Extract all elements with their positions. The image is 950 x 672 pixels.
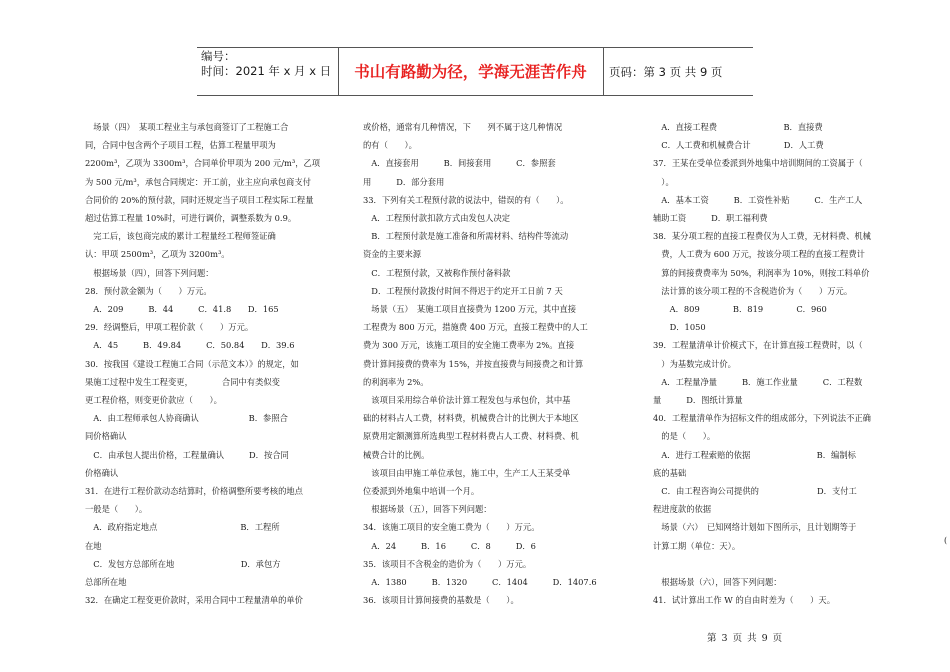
text-line: 超过估算工程量 10%时，可进行调价，调整系数为 0.9。 [85, 213, 297, 224]
text-line: C．由工程咨询公司提供的 D．支付工 [653, 486, 857, 497]
text-line: 底的基础 [653, 467, 687, 478]
header-page-label: 页码：第 3 页 共 9 页 [609, 65, 723, 79]
text-line: 完工后，该包商完成的累计工程量经工程师签证确 [85, 231, 276, 242]
text-line: 础的材料占人工费，材料费，机械费合计的比例大于本地区 [363, 413, 579, 424]
text-line: 2200m³，乙项为 3300m³，合同单价甲项为 200 元/m³，乙项 [85, 158, 321, 169]
text-line: 的是（ ）。 [653, 431, 716, 442]
header-rule-bottom [197, 95, 753, 96]
text-line: A．基本工资 B．工资性补贴 C．生产工人 [653, 194, 863, 205]
text-line: A．直接套用 B．间接套用 C．参照套 [363, 158, 556, 169]
text-line: C．由承包人提出价格，工程量确认 D．按合同 [85, 449, 289, 460]
text-line: 在地 [85, 540, 102, 551]
text-column-right [653, 118, 881, 609]
text-line: 为 500 元/m³，承包合同规定：开工前，业主应向承包商支付 [85, 176, 311, 187]
text-line: C．工程预付款，又被称作预付备料款 [363, 267, 511, 278]
header-motto: 书山有路勤为径，学海无涯苦作舟 [354, 63, 587, 81]
text-line: 的利润率为 2%。 [363, 376, 429, 387]
text-line: A．政府指定地点 B．工程所 [85, 522, 280, 533]
text-line: 费，人工费为 600 万元，按该分项工程的直接工程费计 [653, 249, 865, 260]
text-line: 场景（四） 某项工程业主与承包商签订了工程施工合 [85, 122, 289, 132]
text-line: 工程费为 800 万元，措施费 400 万元，直接工程费中的人工 [363, 322, 588, 333]
text-line: 资金的主要来源 [363, 249, 422, 260]
text-line: 量 D．图纸计算量 [653, 395, 743, 406]
text-line: C．人工费和机械费合计 D．人工费 [653, 140, 824, 151]
text-line: 费为 300 万元，该施工项目的安全施工费率为 2%。直接 [363, 340, 575, 351]
text-line: D．1050 [653, 322, 706, 333]
text-line: 位委派到外地集中培训一个月。 [363, 486, 480, 497]
text-line: 认：甲项 2500m³，乙项为 3200m³。 [85, 249, 230, 260]
text-line: 33．下列有关工程预付款的说法中，错误的有（ ）。 [363, 194, 569, 205]
text-line: 41．试计算出工作 W 的自由时差为（ ）天。 [653, 595, 836, 606]
text-line: 总部所在地 [85, 577, 127, 588]
text-column-left [85, 118, 321, 609]
text-line: A．工程预付款扣款方式由发包人决定 [363, 213, 511, 224]
text-line: 40．工程量清单作为招标文件的组成部分，下列说法不正确 [653, 413, 871, 424]
text-line [653, 555, 881, 573]
text-line: 36．该项目计算间接费的基数是（ ）。 [363, 595, 519, 606]
text-line: A．由工程师承包人协商确认 B．参照合 [85, 413, 288, 424]
header-divider-right [603, 47, 604, 95]
text-line: A．45 B．49.84 C．50.84 D．39.6 [85, 340, 295, 351]
text-line: 根据场景（六），回答下列问题： [653, 577, 782, 588]
text-line: 30．按我国《建设工程施工合同（示范文本）》的规定，如 [85, 358, 299, 369]
text-line: C．发包方总部所在地 D．承包方 [85, 558, 281, 569]
text-line: 该项目采用综合单价法计算工程发包与承包价，其中基 [363, 395, 571, 406]
text-line: 或价格，通常有几种情况，下 列不属于这几种情况 [363, 122, 563, 132]
text-line: D．工程预付款拨付时间不得迟于约定开工日前 7 天 [363, 285, 563, 296]
text-line: A．工程量净量 B．施工作业量 C．工程数 [653, 376, 863, 387]
text-line: 法计算的该分项工程的不含税造价为（ ）万元。 [653, 285, 853, 296]
text-line: 29．经调整后，甲项工程价款（ ）万元。 [85, 322, 254, 333]
text-line: ）。 [653, 176, 674, 187]
text-line: 34．该施工项目的安全施工费为（ ）万元。 [363, 522, 540, 533]
text-line: 场景（六） 已知网络计划如下图所示，且计划期等于 [653, 522, 857, 533]
text-line: 31．在进行工程价款动态结算时，价格调整所要考核的地点 [85, 486, 303, 497]
text-line: 原费用定额测算所选典型工程材料费占人工费、材料费、机 [363, 431, 579, 442]
text-line: A．进行工程索赔的依据 B．编制标 [653, 449, 856, 460]
text-line: 同价格确认 [85, 431, 127, 442]
date-label: 时间：2021 年 x 月 x 日 [201, 64, 332, 78]
text-line: 果施工过程中发生工程变更， 合同中有类似变 [85, 376, 280, 387]
text-line: 的有（ ）。 [363, 140, 417, 151]
text-line: ）为基数完成计价。 [653, 358, 736, 369]
text-line: 根据场景（五），回答下列问题： [363, 504, 492, 515]
text-line: 一般是（ ）。 [85, 504, 148, 515]
text-line: 28．预付款金额为（ ）万元。 [85, 285, 212, 296]
text-line: B．工程预付款是施工准备和所需材料、结构件等流动 [363, 231, 569, 242]
text-line: 程进度款的依据 [653, 504, 712, 515]
text-line: A．24 B．16 C．8 D．6 [363, 540, 536, 551]
page-footer: 第 3 页 共 9 页 [707, 633, 784, 644]
text-line: A．直接工程费 B．直接费 [653, 122, 823, 132]
number-label: 编号： [201, 49, 236, 63]
text-line: A．809 B．819 C．960 [653, 304, 827, 315]
text-line: 更工程价格，则变更价款应（ ）。 [85, 395, 222, 406]
text-line: 用 D．部分套用 [363, 176, 445, 187]
text-line: 同，合同中包含两个子项目工程，估算工程量甲项为 [85, 140, 276, 151]
text-line: 37．王某在受单位委派到外地集中培训期间的工资属于（ [653, 158, 863, 169]
edge-mark: ( [944, 536, 948, 545]
text-line: 该项目由甲施工单位承包，施工中，生产工人王某受单 [363, 467, 571, 478]
text-line: 计算工期（单位：天）。 [653, 540, 741, 551]
text-column-middle [363, 118, 597, 609]
header-meta [201, 49, 331, 79]
text-line: 38．某分项工程的直接工程费仅为人工费，无材料费、机械 [653, 231, 871, 242]
text-line: A．1380 B．1320 C．1404 D．1407.6 [363, 577, 597, 588]
text-line: A．209 B．44 C．41.8 D．165 [85, 304, 279, 315]
text-line: 场景（五） 某施工项目直接费为 1200 万元，其中直接 [363, 304, 577, 315]
text-line: 费计算间接费的费率为 15%，并按直接费与间接费之和计算 [363, 358, 584, 369]
text-line: 械费合计的比例。 [363, 449, 430, 460]
page-header [197, 47, 753, 95]
text-line: 合同价的 20%的预付款，同时还规定当子项目工程实际工程量 [85, 194, 314, 205]
text-line: 辅助工资 D．职工福利费 [653, 213, 768, 224]
text-line: 算的间接费费率为 50%，利润率为 10%，则按工料单价 [653, 267, 870, 278]
text-line: 价格确认 [85, 467, 119, 478]
text-line: 39．工程量清单计价模式下，在计算直接工程费时，以（ [653, 340, 863, 351]
text-line: 35．该项目不含税金的造价为（ ）万元。 [363, 558, 532, 569]
text-line: 根据场景（四），回答下列问题： [85, 267, 214, 278]
text-line: 32．在确定工程变更价款时，采用合同中工程量清单的单价 [85, 595, 303, 606]
